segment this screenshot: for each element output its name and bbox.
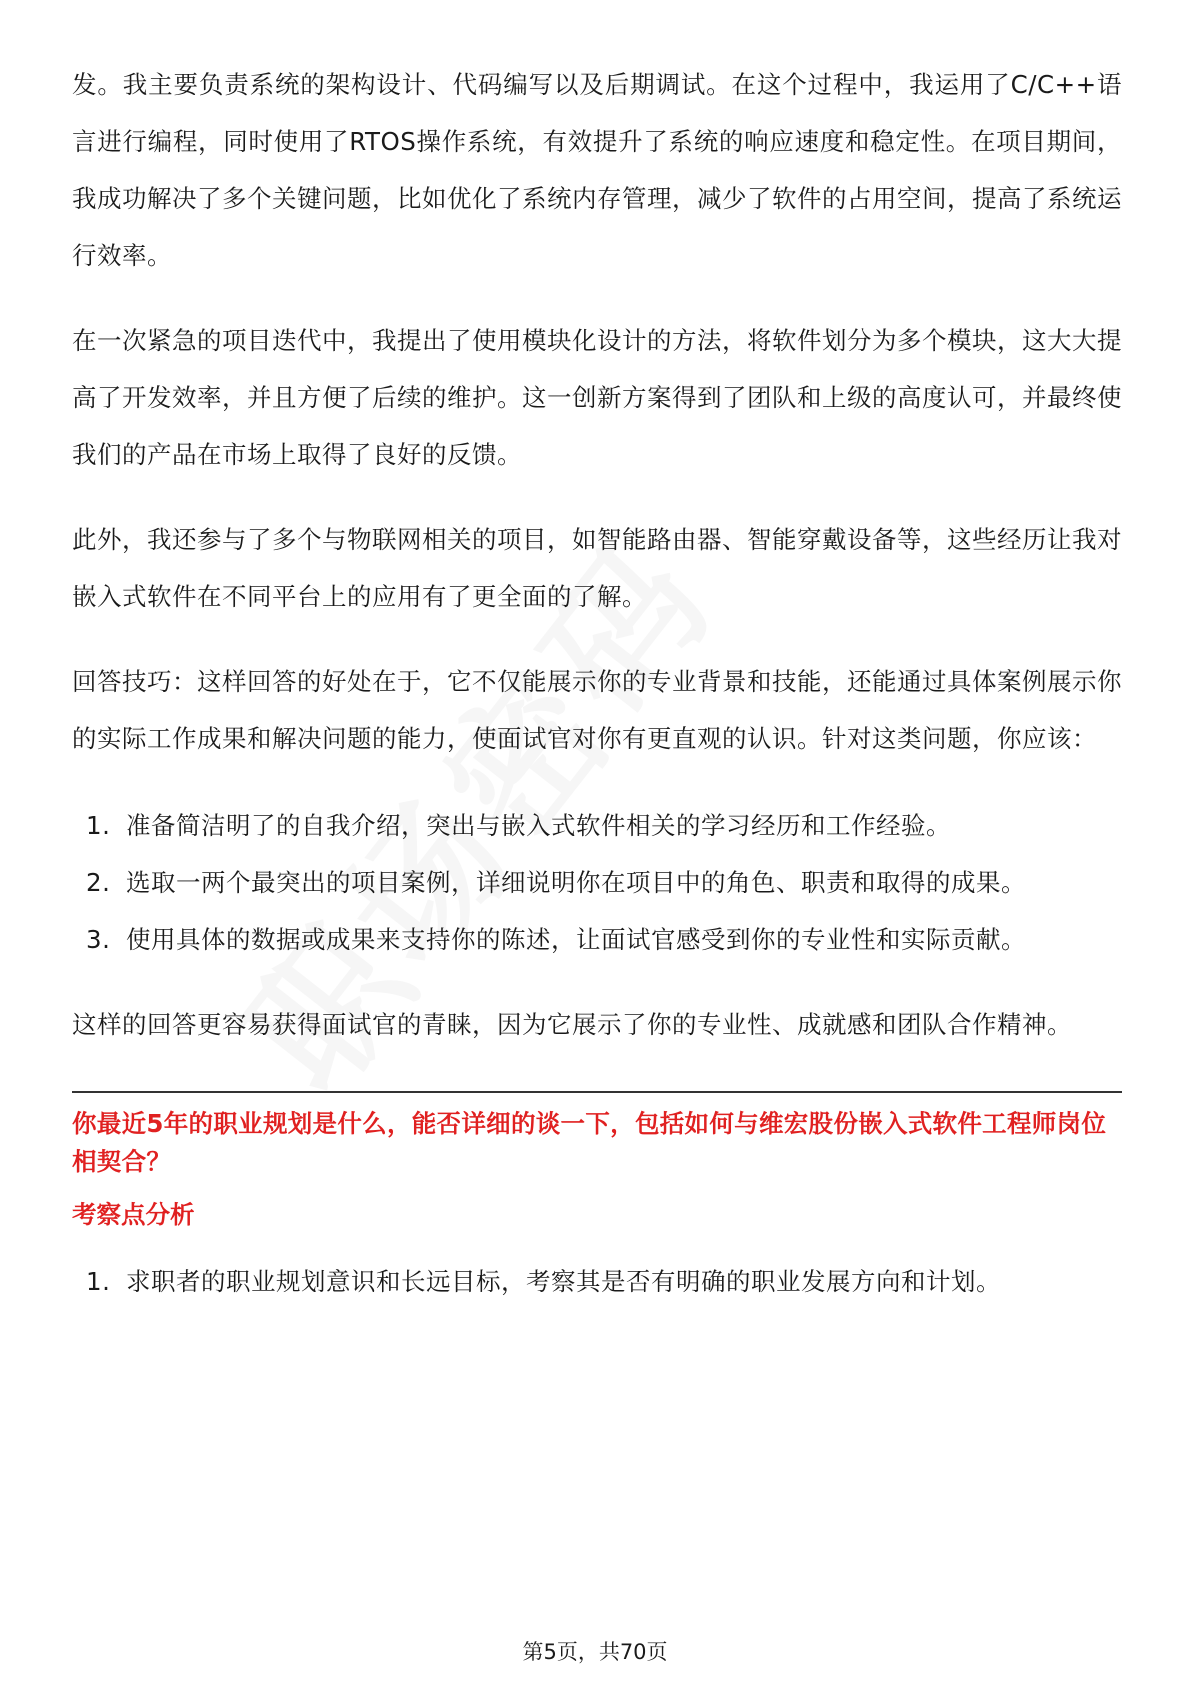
list-number: 3. (86, 925, 111, 954)
list-number: 1. (86, 811, 111, 840)
analysis-heading: 考察点分析 (72, 1200, 195, 1229)
list-item (72, 911, 1122, 968)
closing-paragraph: 这样的回答更容易获得面试官的青睐，因为它展示了你的专业性、成就感和团队合作精神。 (72, 1010, 1072, 1039)
list-item (72, 797, 1122, 854)
body-paragraph-2: 在一次紧急的项目迭代中，我提出了使用模块化设计的方法，将软件划分为多个模块，这大大提高了开发效率，并且方便了后续的维护。这一创新方案得到了团队和上级的高度认可，并最终使我们的产品在市场上取得了良好的反馈。 (72, 326, 1122, 469)
list-item-text: 求职者的职业规划意识和长远目标，考察其是否有明确的职业发展方向和计划。 (126, 1267, 1001, 1296)
list-item-text: 使用具体的数据或成果来支持你的陈述，让面试官感受到你的专业性和实际贡献。 (126, 925, 1026, 954)
body-paragraph-3: 此外，我还参与了多个与物联网相关的项目，如智能路由器、智能穿戴设备等，这些经历让我对嵌入式软件在不同平台上的应用有了更全面的了解。 (72, 525, 1122, 611)
list-item-text: 选取一两个最突出的项目案例，详细说明你在项目中的角色、职责和取得的成果。 (126, 868, 1026, 897)
page-footer: 第5页，共70页 (522, 1640, 668, 1664)
section-divider (72, 1091, 1122, 1093)
tips-list (72, 797, 1122, 968)
list-number: 2. (86, 868, 111, 897)
list-number: 1. (86, 1267, 111, 1296)
answer-tips-paragraph: 回答技巧：这样回答的好处在于，它不仅能展示你的专业背景和技能，还能通过具体案例展示你的实际工作成果和解决问题的能力，使面试官对你有更直观的认识。针对这类问题，你应该： (72, 667, 1122, 753)
list-item (72, 1253, 1122, 1310)
interview-question: 你最近5年的职业规划是什么，能否详细的谈一下，包括如何与维宏股份嵌入式软件工程师岗位相契合？ (72, 1109, 1107, 1176)
body-paragraph-1: 发。我主要负责系统的架构设计、代码编写以及后期调试。在这个过程中，我运用了C/C++语言进行编程，同时使用了RTOS操作系统，有效提升了系统的响应速度和稳定性。在项目期间，我成功解决了多个关键问题，比如优化了系统内存管理，减少了软件的占用空间，提高了系统运行效率。 (72, 70, 1122, 270)
list-item (72, 854, 1122, 911)
list-item-text: 准备简洁明了的自我介绍，突出与嵌入式软件相关的学习经历和工作经验。 (126, 811, 951, 840)
analysis-list (72, 1253, 1122, 1310)
page-content (72, 56, 1122, 1338)
